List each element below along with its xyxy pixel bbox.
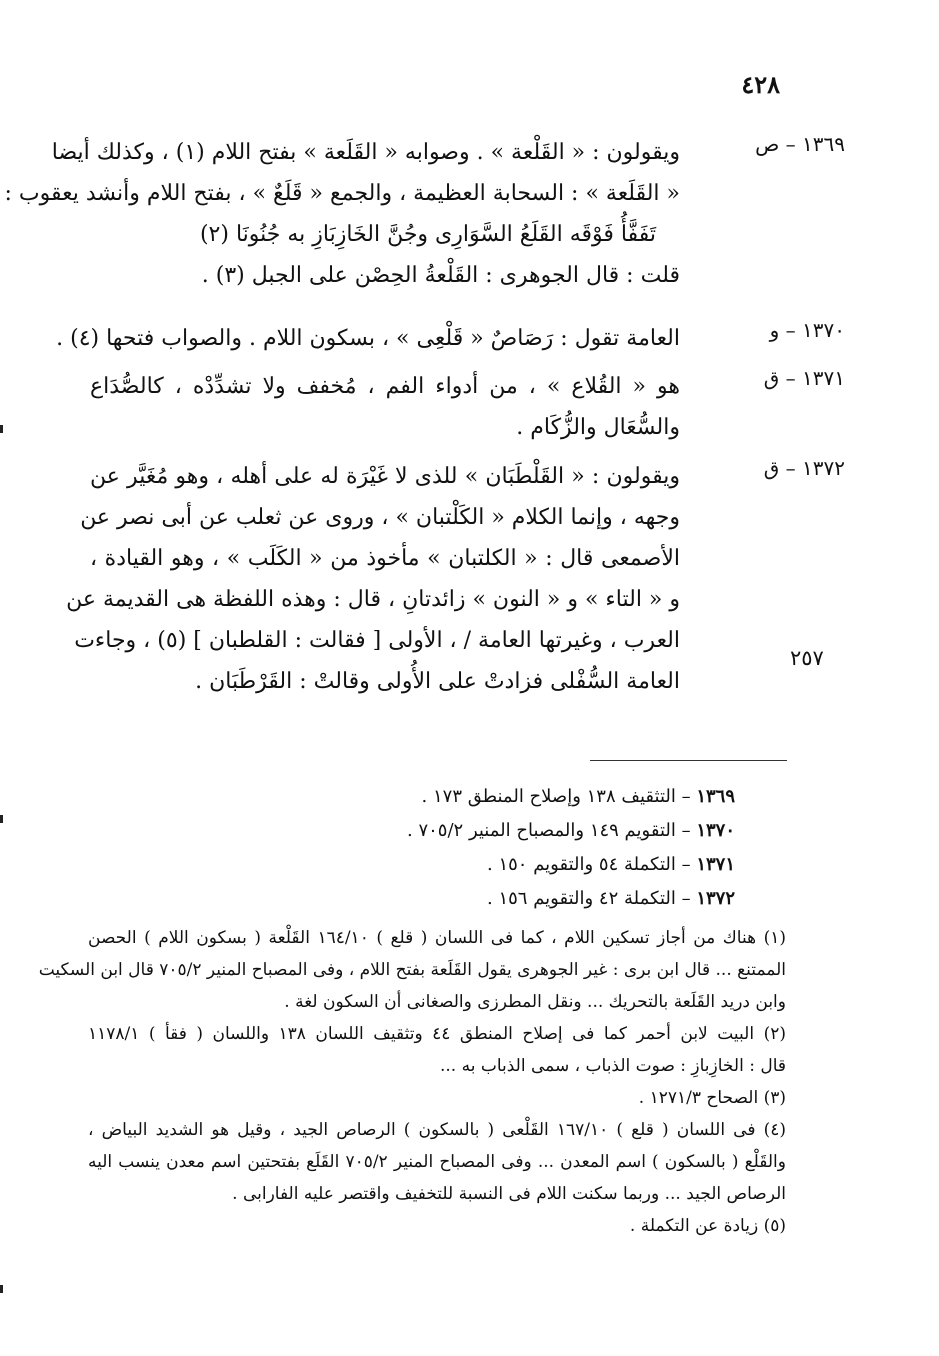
entry-line: ويقولون : « القَلْطَبَان » للذى لا غَيْرَة له على أهله ، وهو مُغَيَّر عن [90, 464, 680, 489]
reference-number: ١٣٧٢ [696, 888, 735, 909]
entry-line: هو « القُلاع » ، من أدواء الفم ، مُخفف ولا تشدِّدْه ، كالصُّدَاع [90, 374, 680, 399]
footnote-line: الممتنع ... قال ابن برى : غير الجوهرى يقول القَلَعة بفتح اللام ، وفى المصباح المنير ٧٠٥/٢ قال ابن السكيت [38, 960, 786, 980]
entry-line: العامة السُّفْلى فزادتْ على الأُولى وقالتْ : القَرْطَبَان . [195, 669, 680, 694]
reference-number: ١٣٧١ [696, 854, 735, 875]
entry-line: والسُّعَال والزُّكَام . [516, 415, 680, 440]
reference-text: التكملة ٥٤ والتقويم ١٥٠ . [487, 854, 676, 875]
reference-line: ١٣٧٢ – التكملة ٤٢ والتقويم ١٥٦ . [487, 888, 735, 909]
entry-body [66, 456, 680, 702]
footnote-line: (٣) الصحاح ١٢٧١/٣ . [638, 1088, 786, 1108]
reference-number: ١٣٧٠ [696, 820, 735, 841]
entry-line: قلت : قال الجوهرى : القَلْعةُ الحِصْن على الجبل (٣) . [201, 263, 680, 288]
entry-body [56, 318, 680, 359]
margin-page-number: ٢٥٧ [790, 646, 824, 670]
scan-edge-mark [0, 815, 3, 823]
entry-body [4, 132, 680, 296]
reference-line: ١٣٧٠ – التقويم ١٤٩ والمصباح المنير ٧٠٥/٢ . [407, 820, 735, 841]
footnote-line: (١) هناك من أجاز تسكين اللام ، كما فى اللسان ( قلع ) ١٦٤/١٠ القَلْعة ( بسكون اللام ) الحصن [88, 928, 786, 948]
entry-line: و « التاء » و « النون » زائدتانِ ، قال : وهذه اللفظة هى القديمة عن [66, 587, 680, 612]
reference-text: التثقيف ١٣٨ وإصلاح المنطق ١٧٣ . [421, 786, 676, 807]
reference-number: ١٣٦٩ [696, 786, 735, 807]
source-references [280, 780, 735, 916]
entry-label: ١٣٧١ – ق [763, 366, 845, 390]
reference-line: ١٣٦٩ – التثقيف ١٣٨ وإصلاح المنطق ١٧٣ . [421, 786, 735, 807]
entry-label: ١٣٧٢ – ق [763, 456, 845, 480]
reference-text: التقويم ١٤٩ والمصباح المنير ٧٠٥/٢ . [407, 820, 676, 841]
footnote-line: قال : الخازِبازِ : صوت الذباب ، سمى الذباب به ... [439, 1056, 786, 1076]
entry-label: ١٣٦٩ – ص [755, 132, 845, 156]
entry-line: العرب ، وغيرتها العامة / ، الأولى [ فقالت : القلطبان ] (٥) ، وجاءت [74, 628, 680, 653]
footnote-line: (٤) فى اللسان ( قلع ) ١٦٧/١٠ القَلْعى ( بالسكون ) الرصاص الجيد ، وقيل هو الشديد البياض ، [88, 1120, 786, 1140]
entry-line: وجهه ، وإنما الكلام « الكَلْتبان » ، وروى عن ثعلب عن أبى نصر عن [80, 505, 680, 530]
reference-text: التكملة ٤٢ والتقويم ١٥٦ . [487, 888, 676, 909]
footnote-line: والقَلْع ( بالسكون ) اسم المعدن ... وفى المصباح المنير ٧٠٥/٢ القَلَع بفتحتين اسم معدن ينسب اليه [88, 1152, 786, 1172]
footnotes [38, 922, 786, 1242]
scan-edge-mark [0, 425, 3, 433]
entry-body [90, 366, 680, 448]
poetry-verse: تَفَفَّأُ فَوْقَه القَلَعُ السَّوَارِى وجُنَّ الخَازِبَازِ به جُنُونَا (٢) [199, 222, 656, 247]
page-number: ٤٢٨ [741, 70, 780, 99]
scan-edge-mark [0, 1285, 3, 1293]
footnote-line: الرصاص الجيد ... وربما سكنت اللام فى النسبة للتخفيف واقتصر عليه الفارابى . [232, 1184, 786, 1204]
footnote-divider [590, 760, 787, 761]
footnote-line: وابن دريد القَلَعة بالتحريك ... ونقل المطرزى والصغانى أن السكون لغة . [284, 992, 786, 1012]
reference-line: ١٣٧١ – التكملة ٥٤ والتقويم ١٥٠ . [487, 854, 735, 875]
entry-label: ١٣٧٠ – و [769, 318, 845, 342]
entry-line: الأصمعى قال : « الكلتبان » مأخوذ من « الكَلَب » ، وهو القيادة ، [90, 546, 680, 571]
footnote-line: (٥) زيادة عن التكملة . [629, 1216, 786, 1236]
entry-line: « القَلَعة » : السحابة العظيمة ، والجمع « قَلَعٌ » ، بفتح اللام وأنشد يعقوب : [4, 181, 680, 206]
entry-line: العامة تقول : رَصَاصٌ « قَلْعِى » ، بسكون اللام . والصواب فتحها (٤) . [56, 326, 680, 351]
footnote-line: (٢) البيت لابن أحمر كما فى إصلاح المنطق ٤٤ وتثقيف اللسان ١٣٨ واللسان ( فقأ ) ١١٧٨/١ [88, 1024, 786, 1044]
entry-line: ويقولون : « القَلْعة » . وصوابه « القَلَعة » بفتح اللام (١) ، وكذلك أيضا [51, 140, 680, 165]
